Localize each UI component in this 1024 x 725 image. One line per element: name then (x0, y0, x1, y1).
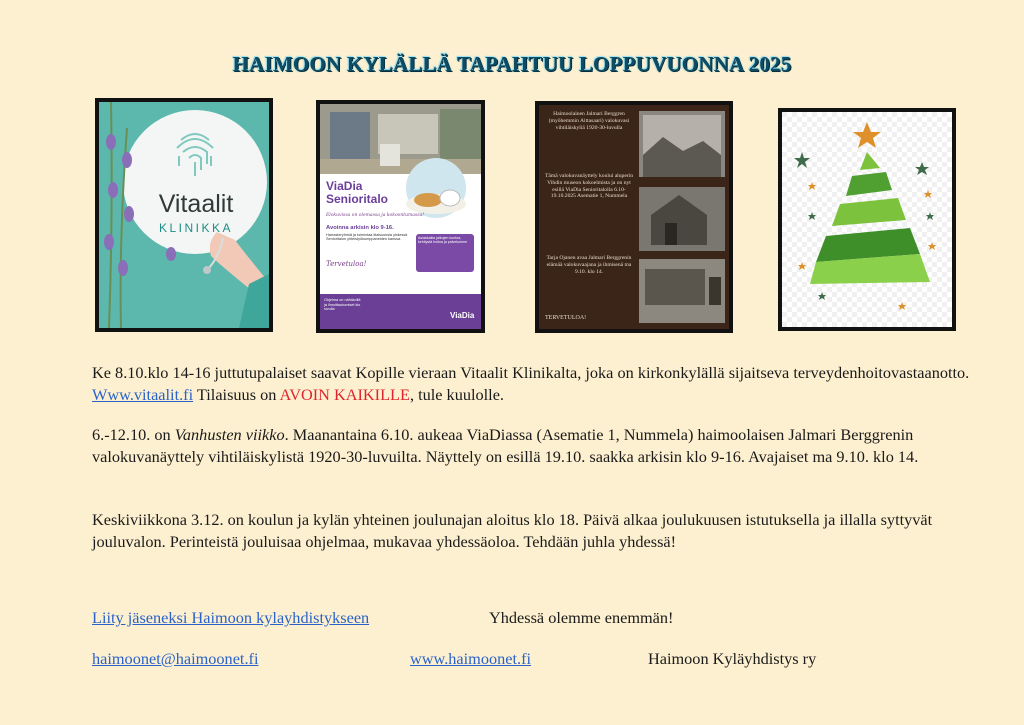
p1-text-1: Ke 8.10.klo 14-16 juttutupalaiset saavat Kopille vieraan Vitaalit Klinikalta, joka on kirkonkylällä sijaitseva terveydenhoitovastaanotto. (92, 363, 970, 382)
vitaalit-klinikka-image (95, 98, 273, 332)
viadia-open-hours: Avoinna arkisin klo 9-16. (326, 225, 394, 231)
organization-name: Haimoon Kyläyhdistys ry (648, 649, 817, 668)
exhibit-welcome: TERVETULOA! (545, 315, 587, 321)
email-link[interactable]: haimoonet@haimoonet.fi (92, 649, 259, 668)
klinikka-logo-text: KLINIKKA (158, 221, 234, 235)
p1-text-3: , tule kuulolle. (409, 384, 504, 404)
exhibit-text-3: Tarja Ojanen avaa Jalmari Berggrenin elämää valokuvaajana ja ihmisenä ma 9.10. klo 14. (546, 255, 632, 275)
paragraph-elderly-week (92, 424, 972, 467)
viadia-poster-image (316, 100, 485, 333)
viadia-name: ViaDia (326, 179, 363, 193)
paragraph-vitaalit (92, 362, 972, 405)
viadia-info-text: Harrasteryhmiä ja toimintaa tilaisuuksia yhdessä Senioritalon yhteistyökumppaneiden kanssa. (326, 233, 408, 242)
open-to-all-highlight: AVOIN KAIKILLE (279, 384, 410, 404)
christmas-tree-icon (782, 112, 952, 327)
p1-text-2: Tilaisuus on (193, 384, 280, 404)
page-title: HAIMOON KYLÄLLÄ TAPAHTUU LOPPUVUONNA 2025 (232, 52, 792, 76)
vitaalit-illustration (99, 102, 269, 328)
viadia-box1-text: Ohjelma on nähtävillä ja ilmoittautumiset klo sivulla (324, 298, 361, 311)
p2-text-1: 6.-12.10. on (92, 425, 175, 444)
exhibit-text-2: Tämä valokuvanäyttely koului aluperin Vihdin museon kokoelmista ja on nyt esillä ViaDia Senioritalolla 6.10-19.10.2025 Asematie 1, Nummela (544, 173, 634, 200)
paragraph-christmas: Keskiviikkona 3.12. on koulun ja kylän yhteinen joulunajan aloitus klo 18. Päivä alkaa joulukuusen istutuksella ja illalla syttyvät jouluvalon. Perinteistä jouluisaa ohjelmaa, mukavaa yhdessäoloa. Tehdään juhla yhdessä! (92, 510, 933, 551)
senioritalo-name: Senioritalo (326, 192, 389, 206)
viadia-poster (320, 104, 481, 329)
website-link[interactable]: www.haimoonet.fi (410, 649, 532, 668)
viadia-script-text: Elokuvissa on olemassa ja kokoontumassa! (326, 213, 425, 218)
join-membership-link[interactable]: Liity jäseneksi Haimoon kylayhdistykseen (92, 608, 370, 627)
vitaalit-website-link[interactable]: Www.vitaalit.fi (92, 384, 194, 404)
viadia-box2-text: Asiakkailta jalkojen kuntoa, kehitystä hoitoa ja palvelumme (418, 236, 468, 245)
slogan-text: Yhdessä olemme enemmän! (489, 608, 674, 627)
p2-text-2: . Maanantaina 6.10. aukeaa ViaDiassa (Asematie 1, Nummela) haimoolaisen Jalmari Berggrenin valokuvanäyttely vihtiläiskylistä 1920-30-luvuilta. Näyttely on esillä 19.10. saakka arkisin klo 9-16. Avajaiset ma 9.10. klo 14. (92, 425, 919, 466)
viadia-badge: ViaDia (450, 311, 475, 320)
christmas-tree-image (778, 108, 956, 331)
viadia-welcome: Tervetuloa! (326, 260, 367, 268)
p2-italic-text: Vanhusten viikko (174, 425, 285, 444)
exhibit-text-1: Haimoolainen Jalmari Berggren (myöhemmin Aittasaari) valokuvasi vihtiläiskyliä 1920-30-luvulla (548, 111, 630, 131)
photo-exhibition-poster-image (535, 101, 733, 333)
vitaalit-logo-text: Vitaalit (158, 190, 234, 218)
exhibition-poster (539, 105, 729, 329)
